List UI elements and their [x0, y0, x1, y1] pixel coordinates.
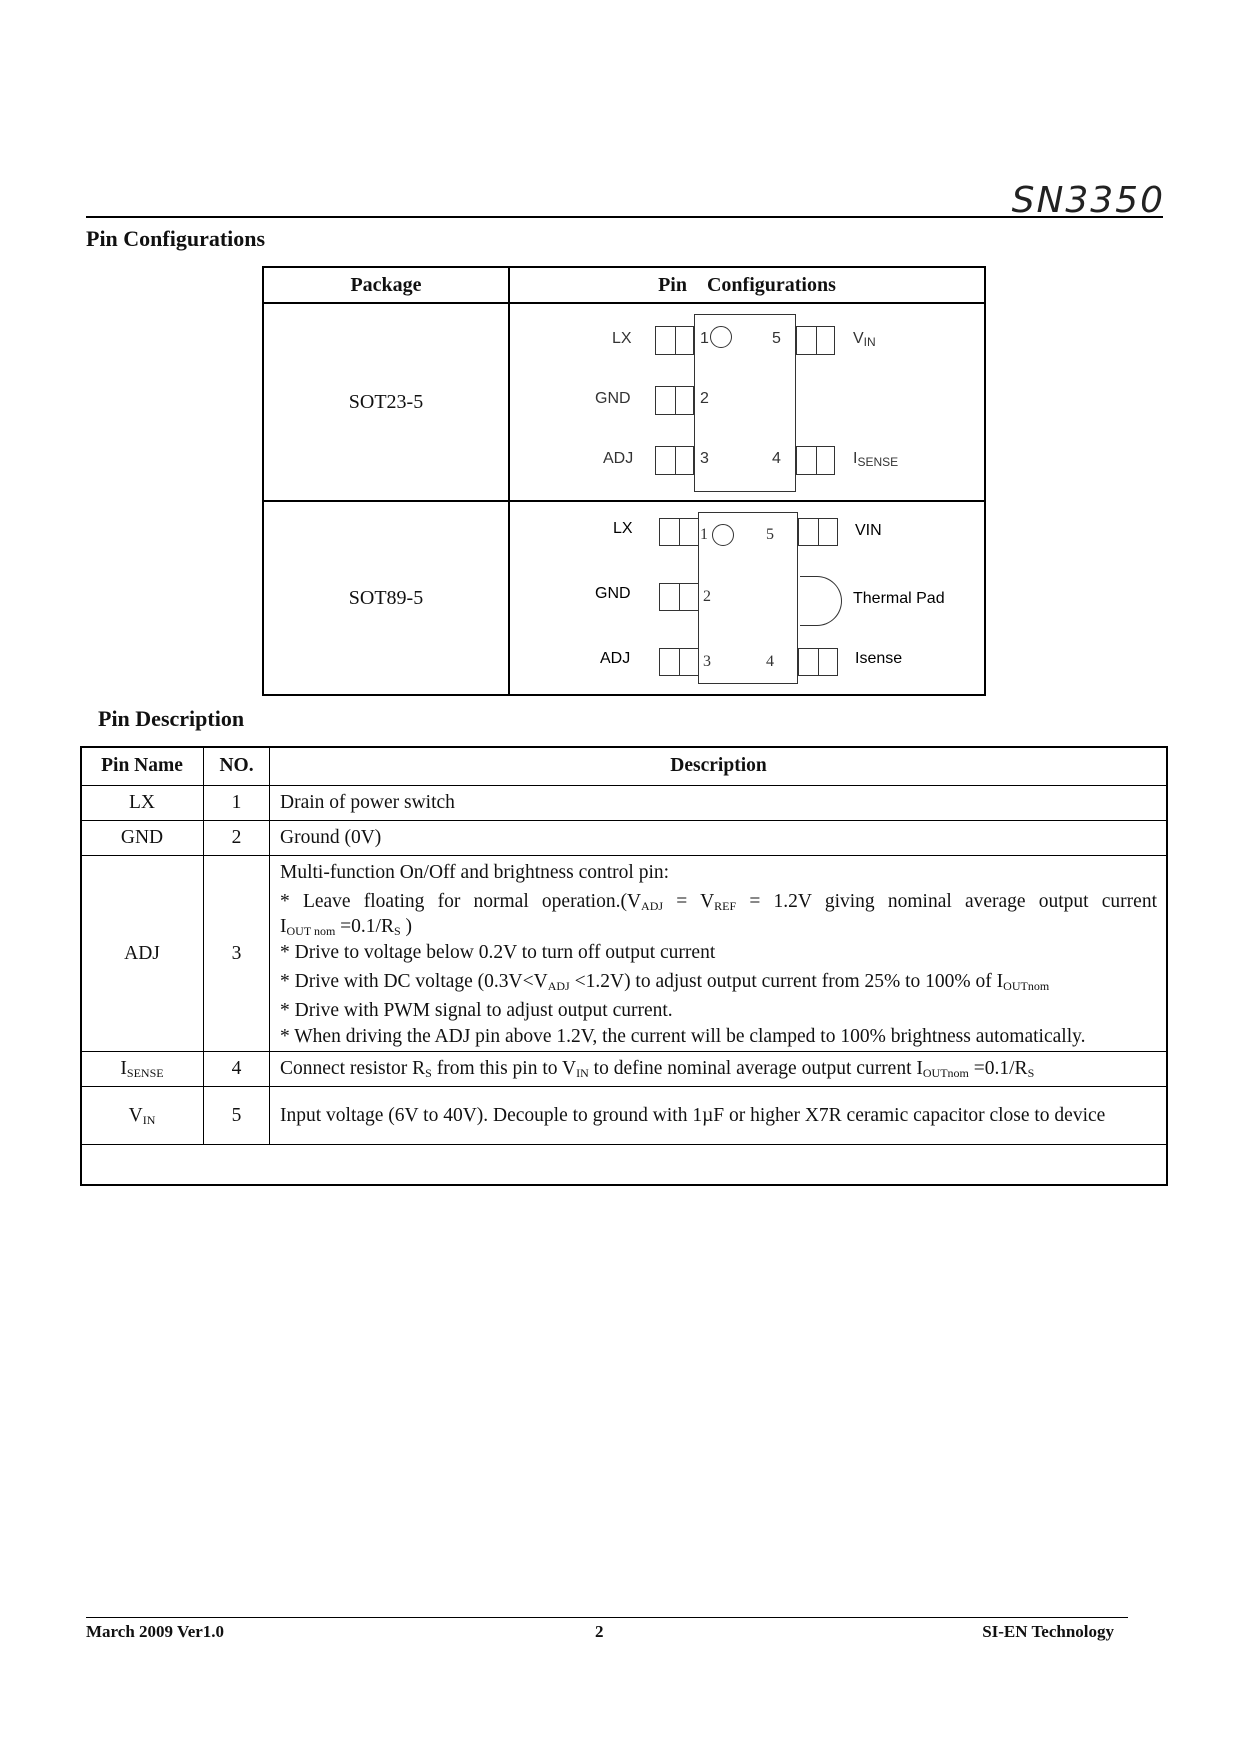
table-row [81, 821, 1168, 856]
pin-name: $I_{SENSE}$ [81, 1052, 204, 1087]
package-sot23: SOT23-5 [263, 303, 509, 501]
sot23-num-1: 1 [700, 330, 709, 347]
pin-no: 2 [204, 821, 270, 856]
pin-name: LX [81, 786, 204, 821]
pin-no: 3 [204, 856, 270, 1052]
sot23-label-lx: LX [612, 330, 632, 347]
pin-configurations-title: Pin Configurations [86, 226, 266, 251]
sot89-num-5: 5 [766, 526, 774, 543]
sot89-label-isense: Isense [855, 650, 903, 667]
pin-description-table [80, 746, 1168, 1145]
sot23-pin-1 [655, 326, 694, 355]
sot89-pin-5 [798, 518, 838, 546]
pin-description-title: Pin Description [98, 706, 245, 731]
pin-desc: Connect resistor $R_S$ from this pin to $V_{IN}$ to define nominal average output current $I_{OUTnom} =0.1/R_S$ [270, 1052, 1168, 1087]
adj-line: * Drive with DC voltage $(0.3V<V_{ADJ} <1.2V)$ to adjust output current from 25% to 100% of $I_{OUTnom}$ [280, 971, 1050, 993]
header-pin-name: Pin Name [81, 747, 204, 786]
pin-desc: Drain of power switch [270, 786, 1168, 821]
thermal-pad-shape [800, 576, 842, 626]
pin1-marker-icon [710, 326, 732, 348]
pin-configurations-table [262, 266, 986, 696]
sot23-pin-3 [655, 446, 694, 475]
adj-line: * Drive to voltage below 0.2V to turn off output current [280, 942, 716, 963]
sot23-pin-5 [796, 326, 835, 355]
sot23-label-adj: ADJ [603, 450, 634, 467]
sot89-label-gnd: GND [595, 585, 631, 602]
pin-name: $V_{IN}$ [81, 1087, 204, 1145]
sot89-pin-3 [659, 648, 699, 676]
adj-line: * Drive with PWM signal to adjust output current. [280, 1000, 673, 1021]
sot23-diagram [510, 304, 984, 500]
table-row [81, 1087, 1168, 1145]
sot89-pin-1 [659, 518, 699, 546]
footer-date-version: March 2009 Ver1.0 [86, 1622, 225, 1641]
pin-no: 1 [204, 786, 270, 821]
sot23-pin-4 [796, 446, 835, 475]
table-row [81, 786, 1168, 821]
sot23-num-3: 3 [700, 450, 709, 467]
sot23-num-5: 5 [772, 330, 781, 347]
table-row [81, 856, 1168, 1052]
sot89-label-lx: LX [613, 520, 633, 537]
sot23-pin-2 [655, 386, 694, 415]
pin-configurations-header: Pin Configurations [509, 267, 985, 303]
sot89-num-3: 3 [703, 653, 711, 670]
sot89-diagram [510, 502, 984, 694]
sot89-pin-4 [798, 648, 838, 676]
pin-name: GND [81, 821, 204, 856]
sot89-num-1: 1 [700, 526, 708, 543]
adj-line: $I_{OUT nom} =0.1/R_S$ ) [280, 916, 413, 938]
pin1-marker-icon [712, 524, 734, 546]
sot23-num-2: 2 [700, 390, 709, 407]
pin-no: 5 [204, 1087, 270, 1145]
header-no: NO. [204, 747, 270, 786]
header-rule [86, 216, 1163, 218]
package-header: Package [263, 267, 509, 303]
pin-name: ADJ [81, 856, 204, 1052]
sot89-label-adj: ADJ [600, 650, 631, 667]
sot23-label-gnd: GND [595, 390, 631, 407]
package-sot89: SOT89-5 [263, 501, 509, 695]
sot89-num-4: 4 [766, 653, 774, 670]
footer-company: SI-EN Technology [982, 1622, 1114, 1641]
table-row [81, 1052, 1168, 1087]
sot89-num-2: 2 [703, 588, 711, 605]
part-number: SN3350 [1011, 180, 1165, 221]
sot89-pin-2 [659, 583, 699, 611]
pin-desc: Input voltage (6V to 40V). Decouple to ground with 1µF or higher X7R ceramic capacitor close to device [270, 1087, 1168, 1145]
pin-desc [270, 856, 1168, 1052]
page-number: 2 [595, 1622, 604, 1641]
pin-desc: Ground (0V) [270, 821, 1168, 856]
header-description: Description [270, 747, 1168, 786]
sot23-num-4: 4 [772, 450, 781, 467]
sot89-label-vin: VIN [855, 522, 882, 539]
pin-no: 4 [204, 1052, 270, 1087]
sot23-label-isense: $I_{SENSE}$ [853, 450, 899, 469]
sot23-label-vin: $V_{IN}$ [853, 330, 876, 349]
footer-rule [86, 1617, 1128, 1618]
adj-line: * Leave floating for normal $operation.(V_{ADJ} = V_{REF} = 1.2V$ giving nominal average output current [280, 891, 1157, 913]
adj-line: Multi-function On/Off and brightness control pin: [280, 862, 670, 883]
adj-line: * When driving the ADJ pin above 1.2V, the current will be clamped to 100% brightness automatically. [280, 1026, 1086, 1047]
sot89-label-thermal-pad: Thermal Pad [853, 590, 945, 607]
